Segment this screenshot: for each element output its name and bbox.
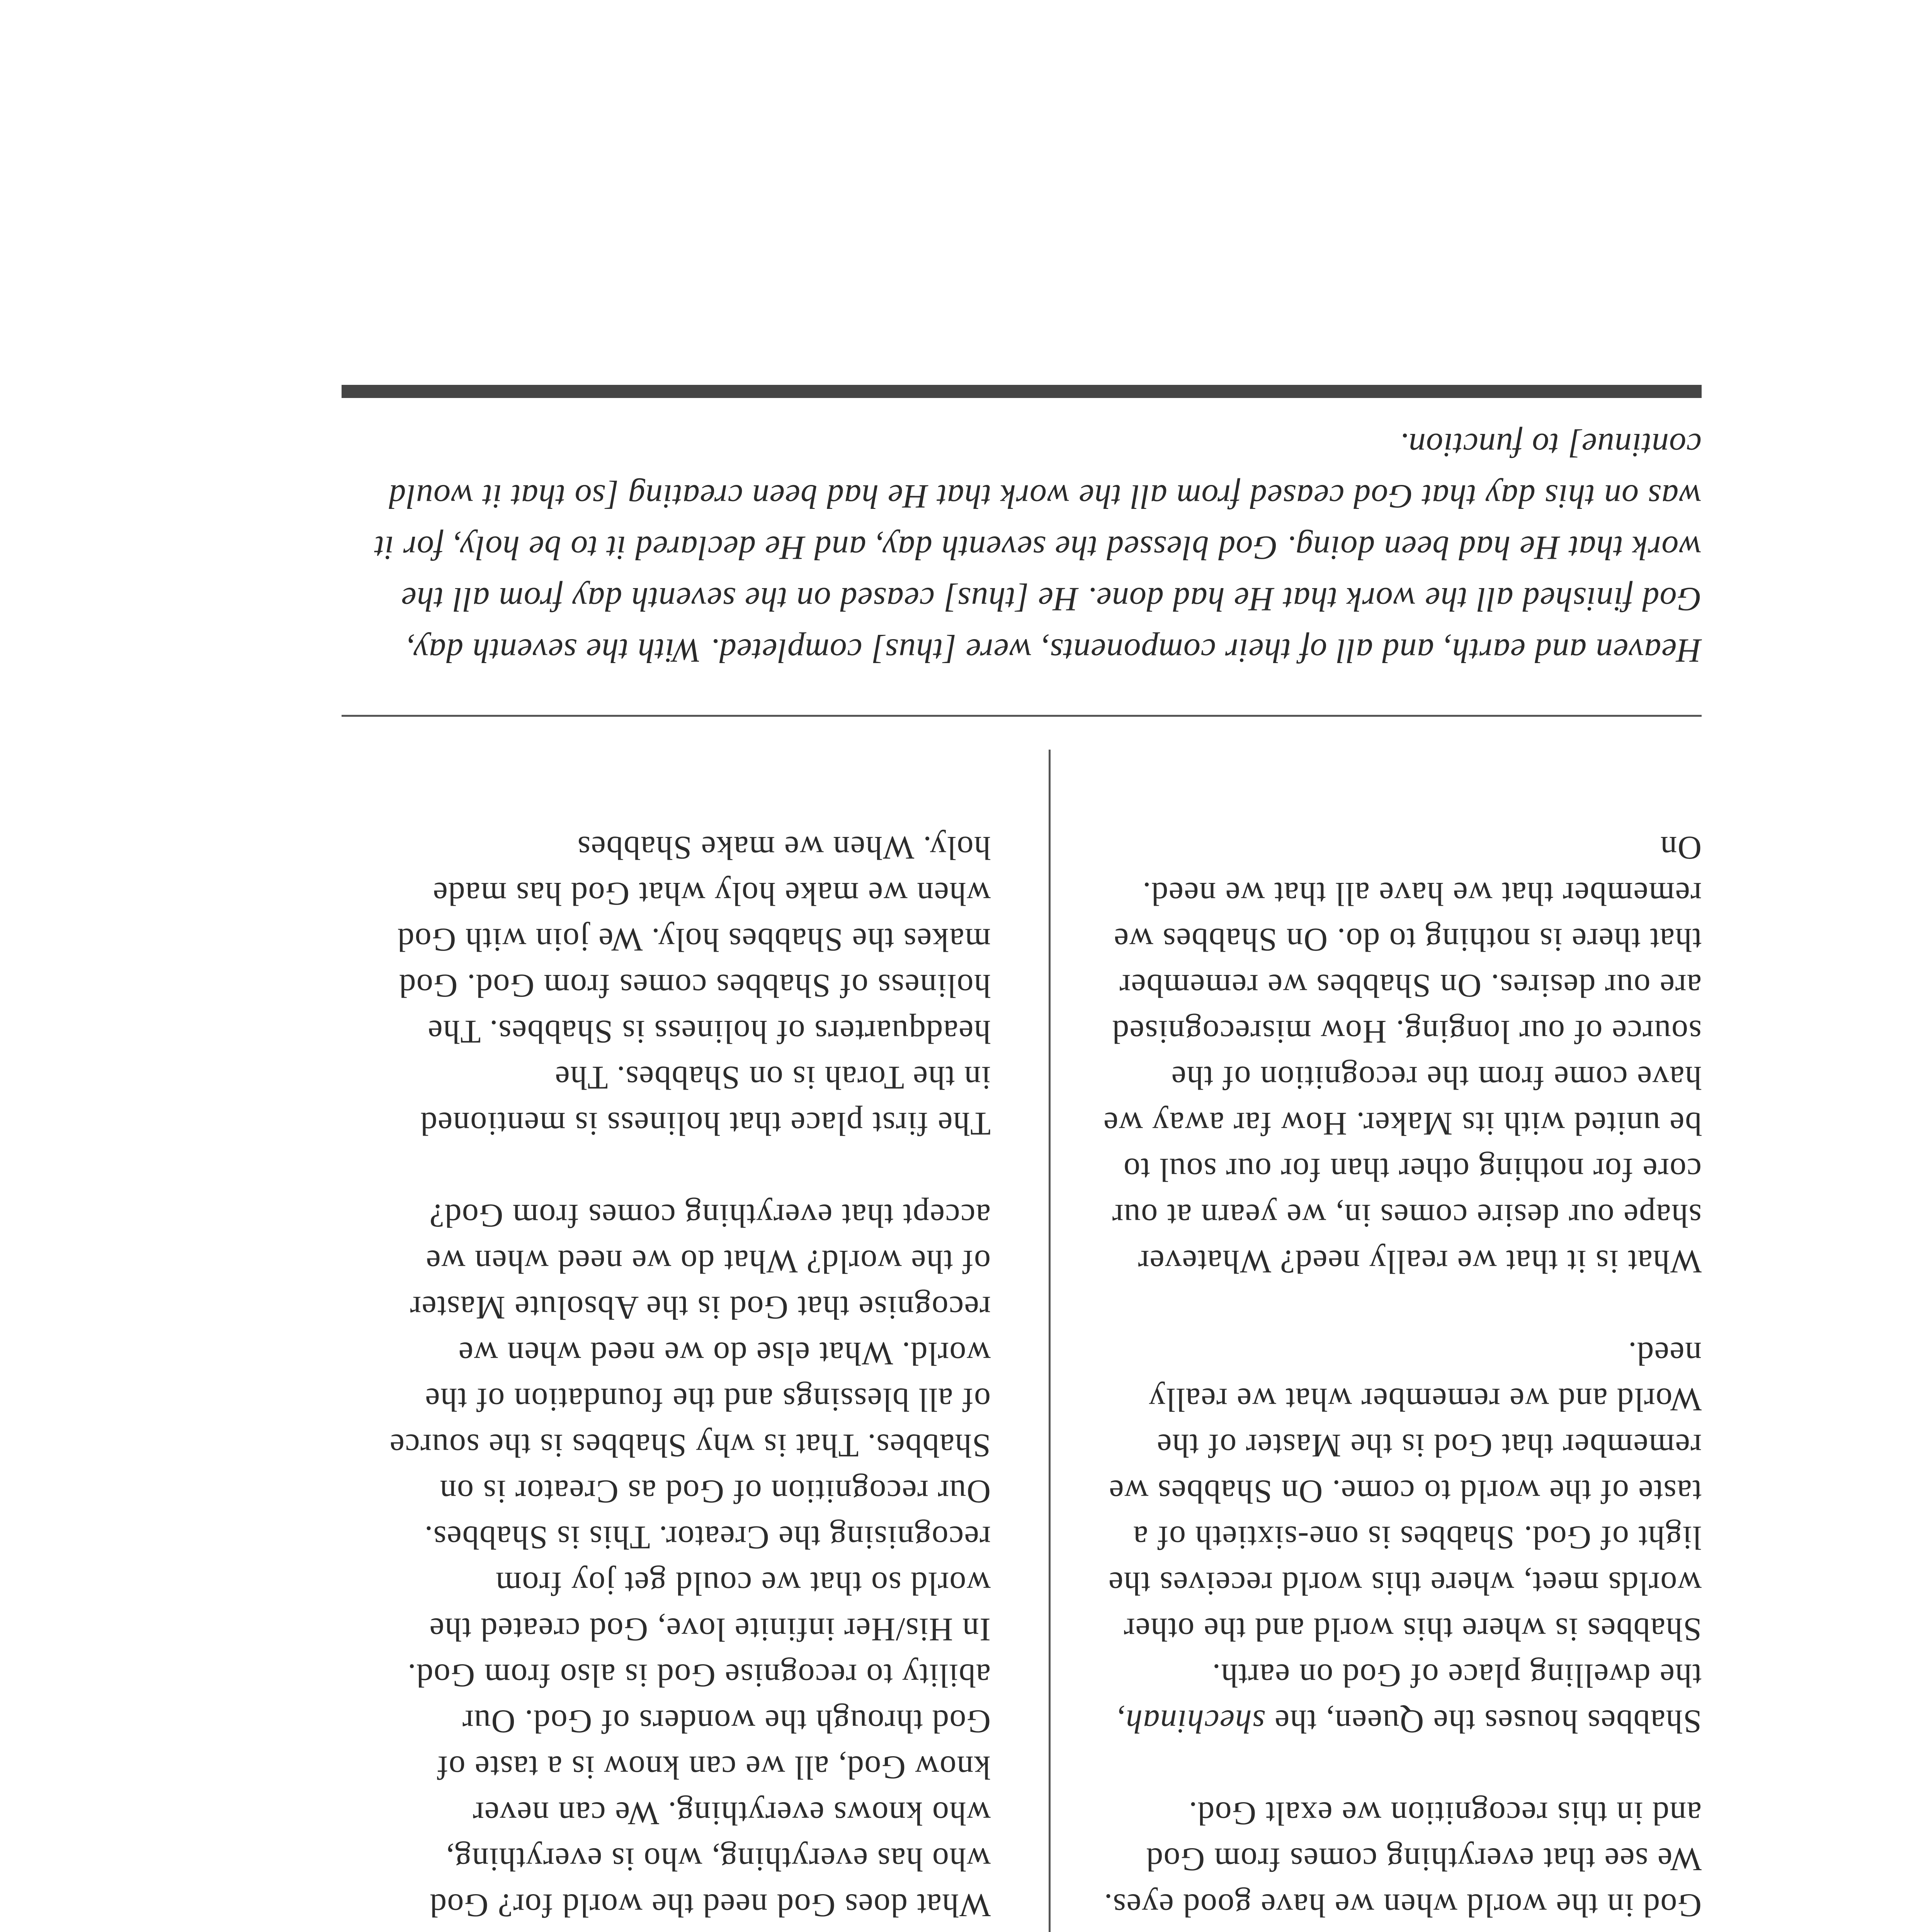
text-run: God in the world when we have good eyes. We see that everything comes from God and in this recognition we exalt God. — [1104, 1795, 1702, 1924]
footer-bar — [342, 385, 1702, 398]
quote-divider — [342, 715, 1702, 717]
text-run: What is it that we really need? Whatever shape our desire comes in, we yearn at our core for nothing other than for our soul to be united with its Maker. How far away we have come from the recognition of the source of our longing. How misrecognised are our desires. On Shabbes we remember that there is nothing to do. On Shabbes we remember that we have all that we need. On — [1103, 830, 1702, 1281]
text-run: What does God need the world for? God who has everything, who is everything, who knows everything. We can never know God, all we can know is a taste of God through the wonders of God. Our ability to recognise God is also from God. In His/Her infinite love, God created the world so that we could get joy from recognising the Creator. This is Shabbes. Our recognition of God as Creator is on Shabbes. That is why Shabbes is the source of all blessings and the foundation of the world. What else do we need when we recognise that God is the Absolute Master of the world? What do we need when we accept that everything comes from God? — [389, 1197, 991, 1924]
genesis-quote: Heaven and earth, and all of their components, were [thus] completed. With the seventh day, God finished all the work that He had done. He [thus] ceased on the seventh day from all the work that He had been doing. God blessed the seventh day, and He declared it to be holy, for it was on this day that God ceased from all the work that He had been creating [so that it would continue] to function. — [374, 426, 1702, 669]
body-columns — [342, 719, 1702, 1932]
column-divider — [1049, 750, 1051, 1932]
body-paragraph — [1099, 1331, 1702, 1745]
italic-term: shechinah — [1125, 1703, 1265, 1740]
text-run: The first place that holiness is mentioned in the Torah is on Shabbes. The headquarters of holiness is Shabbes. The holiness of Shabbes comes from God. God makes the Shabbes holy. We join with God when we make holy what God has made holy. When we make Shabbes — [397, 830, 991, 1143]
body-paragraph — [1099, 825, 1702, 1285]
left-column — [1099, 825, 1702, 1932]
body-paragraph — [388, 825, 991, 1147]
body-paragraph — [388, 1193, 991, 1929]
body-paragraph — [1099, 1791, 1702, 1932]
right-column — [388, 825, 991, 1932]
text-run: Shabbes houses the Queen, the — [1265, 1703, 1702, 1740]
text-run: , the dwelling place of God on earth. Shabbes is where this world and the other worlds meet, where this world receives the light of God. Shabbes is one-sixtieth of a taste of the world to come. On Shabbes we remember that God is the Master of the World and we remember what we really need. — [1108, 1335, 1702, 1740]
